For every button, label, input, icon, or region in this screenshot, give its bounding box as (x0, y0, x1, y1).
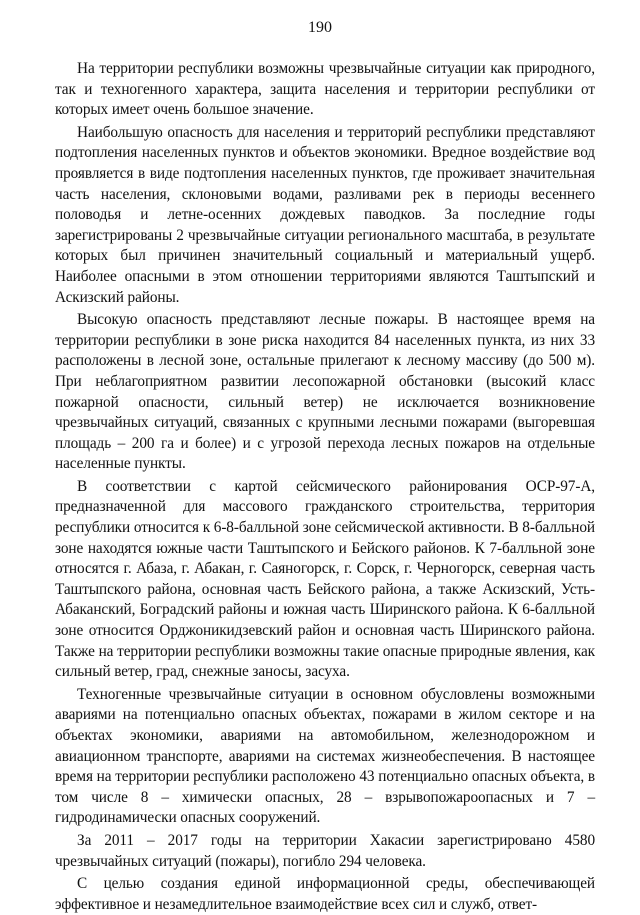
paragraph-flooding: Наибольшую опасность для населения и территорий республики представляют подтопления населенных пунктов и объектов экономики. Вредное воздействие вод проявляется в виде подтопления населенных пунктов, где проживает значительная часть населения, склоновыми водами, разливами рек в периоды весеннего половодья и летне-осенних дождевых паводков. За последние годы зарегистрированы 2 чрезвычайные ситуации регионального масштаба, в результате которых был причинен значительный социальный и материальный ущерб. Наиболее опасными в этом отношении территориями являются Таштыпский и Аскизский районы. (55, 123, 595, 306)
paragraph-emergency-overview: На территории республики возможны чрезвычайные ситуации как природного, так и техногенного характера, защита населения и территории республики от которых имеет очень большое значение. (55, 60, 595, 119)
body-text (55, 59, 595, 915)
paragraph-seismic: В соответствии с картой сейсмического районирования ОСР-97-А, предназначенной для массового гражданского строительства, территория республики относится к 6-8-балльной зоне сейсмической активности. В 8-балльной зоне находятся южные части Таштыпского и Бейского районов. К 7-балльной зоне относятся г. Абаза, г. Абакан, г. Саяногорск, г. Сорск, г. Черногорск, северная часть Таштыпского района, основная часть Бейского района, а также Аскизский, Усть-Абаканский, Боградский районы и южная часть Ширинского района. К 6-балльной зоне относится Орджоникидзевский район и основная часть Ширинского района. Также на территории республики возможны такие опасные природные явления, как сильный ветер, град, снежные заносы, засуха. (55, 477, 595, 681)
paragraph-information-environment: С целью создания единой информационной среды, обеспечивающей эффективное и незамедлительное взаимодействие всех сил и служб, ответ- (55, 875, 595, 913)
paragraph-technogenic: Техногенные чрезвычайные ситуации в основном обусловлены возможными авариями на потенциально опасных объектах, пожарами в жилом секторе и на объектах экономики, авариями на автомобильном, железнодорожном и авиационном транспорте, авариями на системах жизнеобеспечения. В настоящее время на территории республики расположено 43 потенциально опасных объекта, в том числе 8 – химически опасных, 28 – взрывопожароопасных и 7 – гидродинамически опасных сооружений. (55, 685, 595, 827)
page-number: 190 (308, 19, 332, 36)
paragraph-statistics: За 2011 – 2017 годы на территории Хакасии зарегистрировано 4580 чрезвычайных ситуаций (пожары), погибло 294 человека. (55, 831, 595, 870)
paragraph-forest-fires: Высокую опасность представляют лесные пожары. В настоящее время на территории республики в зоне риска находится 84 населенных пункта, из них 33 расположены в лесной зоне, остальные прилегают к лесному массиву (до 500 м). При неблагоприятном развитии лесопожарной обстановки (высокий класс пожарной опасности, сильный ветер) не исключается возникновение чрезвычайных ситуаций, связанных с крупными лесными пожарами (выгоревшая площадь – 200 га и более) и с угрозой перехода лесных пожаров на отдельные населенные пункты. (55, 311, 595, 473)
